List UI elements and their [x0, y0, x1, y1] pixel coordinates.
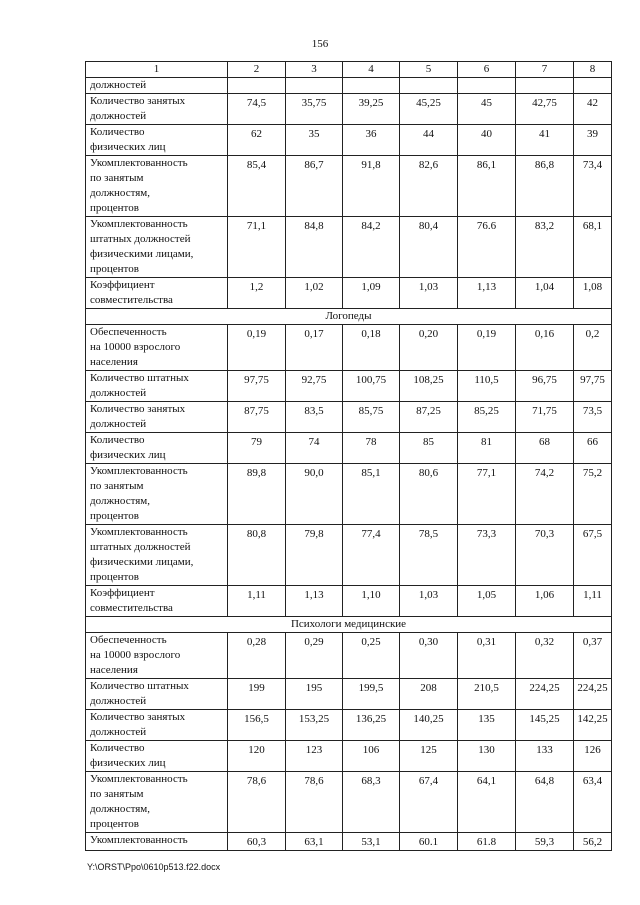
staffing-table	[85, 61, 612, 851]
value-cell: 199,5	[343, 679, 400, 710]
value-cell: 120	[228, 741, 286, 772]
value-cell: 90,0	[286, 464, 343, 525]
value-cell: 92,75	[286, 371, 343, 402]
value-cell: 63,1	[286, 833, 343, 851]
header-row	[86, 62, 612, 78]
value-cell: 86,8	[516, 156, 574, 217]
value-cell: 74,2	[516, 464, 574, 525]
row-label-line: Количество занятых	[90, 95, 186, 107]
column-header-7: 7	[516, 62, 574, 78]
row-label	[86, 217, 228, 278]
row-label-line: Количество	[90, 742, 145, 754]
row-label-line: Количество	[90, 126, 145, 138]
value-cell: 68,1	[574, 217, 612, 278]
table-row	[86, 156, 612, 217]
value-cell: 108,25	[400, 371, 458, 402]
table-row	[86, 125, 612, 156]
row-label-line: процентов	[90, 263, 139, 275]
value-cell: 96,75	[516, 371, 574, 402]
row-label	[86, 125, 228, 156]
value-cell: 110,5	[458, 371, 516, 402]
row-label-line: Коэффициент	[90, 279, 155, 291]
value-cell: 77,1	[458, 464, 516, 525]
value-cell: 100,75	[343, 371, 400, 402]
row-label	[86, 156, 228, 217]
value-cell: 135	[458, 710, 516, 741]
value-cell: 130	[458, 741, 516, 772]
column-header-2: 2	[228, 62, 286, 78]
value-cell: 1,10	[343, 586, 400, 617]
row-label-line: Коэффициент	[90, 587, 155, 599]
column-header-5: 5	[400, 62, 458, 78]
table-row	[86, 772, 612, 833]
row-label-line: Обеспеченность	[90, 634, 167, 646]
table-row	[86, 402, 612, 433]
row-label	[86, 741, 228, 772]
value-cell: 39	[574, 125, 612, 156]
value-cell: 84,2	[343, 217, 400, 278]
column-header-6: 6	[458, 62, 516, 78]
value-cell: 78,6	[228, 772, 286, 833]
column-header-3: 3	[286, 62, 343, 78]
value-cell: 145,25	[516, 710, 574, 741]
value-cell: 208	[400, 679, 458, 710]
value-cell: 1,11	[228, 586, 286, 617]
row-label-line: должностей	[90, 110, 147, 122]
value-cell: 1,05	[458, 586, 516, 617]
value-cell: 71,1	[228, 217, 286, 278]
value-cell: 0,2	[574, 325, 612, 371]
row-label-line: должностей	[90, 79, 147, 91]
row-label-line: Укомплектованность	[90, 834, 188, 846]
value-cell: 39,25	[343, 94, 400, 125]
table-row	[86, 633, 612, 679]
value-cell: 64,1	[458, 772, 516, 833]
value-cell: 0,19	[228, 325, 286, 371]
row-label	[86, 325, 228, 371]
value-cell: 74	[286, 433, 343, 464]
value-cell: 85	[400, 433, 458, 464]
value-cell: 85,4	[228, 156, 286, 217]
row-label-line: совместительства	[90, 602, 173, 614]
value-cell: 0,29	[286, 633, 343, 679]
value-cell: 199	[228, 679, 286, 710]
value-cell: 1,09	[343, 278, 400, 309]
value-cell: 133	[516, 741, 574, 772]
row-label	[86, 833, 228, 851]
page-number: 156	[311, 38, 329, 50]
value-cell: 1,04	[516, 278, 574, 309]
value-cell: 36	[343, 125, 400, 156]
value-cell: 1,03	[400, 278, 458, 309]
value-cell: 67,4	[400, 772, 458, 833]
section-row	[86, 617, 612, 633]
value-cell: 91,8	[343, 156, 400, 217]
value-cell: 0,18	[343, 325, 400, 371]
value-cell: 66	[574, 433, 612, 464]
value-cell: 136,25	[343, 710, 400, 741]
value-cell: 73,4	[574, 156, 612, 217]
value-cell: 76.6	[458, 217, 516, 278]
value-cell: 195	[286, 679, 343, 710]
value-cell: 0,19	[458, 325, 516, 371]
value-cell: 73,5	[574, 402, 612, 433]
value-cell: 80,6	[400, 464, 458, 525]
value-cell: 35	[286, 125, 343, 156]
row-label-line: должностей	[90, 387, 147, 399]
row-label-line: по занятым	[90, 172, 144, 184]
value-cell: 62	[228, 125, 286, 156]
value-cell	[400, 78, 458, 94]
value-cell: 35,75	[286, 94, 343, 125]
row-label-line: Количество штатных	[90, 372, 189, 384]
row-label	[86, 525, 228, 586]
value-cell: 125	[400, 741, 458, 772]
value-cell: 142,25	[574, 710, 612, 741]
row-label-line: Укомплектованность	[90, 218, 188, 230]
value-cell: 45	[458, 94, 516, 125]
column-header-8: 8	[574, 62, 612, 78]
value-cell: 70,3	[516, 525, 574, 586]
table-row	[86, 464, 612, 525]
value-cell: 42,75	[516, 94, 574, 125]
row-label-line: Количество штатных	[90, 680, 189, 692]
row-label-line: Количество занятых	[90, 403, 186, 415]
table-row	[86, 433, 612, 464]
value-cell: 156,5	[228, 710, 286, 741]
value-cell: 45,25	[400, 94, 458, 125]
value-cell: 53,1	[343, 833, 400, 851]
row-label-line: Укомплектованность	[90, 773, 188, 785]
table-row	[86, 371, 612, 402]
row-label-line: по занятым	[90, 788, 144, 800]
row-label	[86, 772, 228, 833]
row-label-line: процентов	[90, 818, 139, 830]
value-cell: 80,4	[400, 217, 458, 278]
row-label-line: физических лиц	[90, 141, 166, 153]
row-label-line: должностям,	[90, 187, 151, 199]
row-label-line: физическими лицами,	[90, 556, 194, 568]
value-cell: 89,8	[228, 464, 286, 525]
row-label	[86, 633, 228, 679]
value-cell: 83,5	[286, 402, 343, 433]
value-cell: 1,2	[228, 278, 286, 309]
value-cell: 81	[458, 433, 516, 464]
value-cell: 0,30	[400, 633, 458, 679]
value-cell: 0,31	[458, 633, 516, 679]
value-cell: 78,5	[400, 525, 458, 586]
value-cell: 86,1	[458, 156, 516, 217]
value-cell: 86,7	[286, 156, 343, 217]
value-cell: 1,03	[400, 586, 458, 617]
row-label-line: процентов	[90, 571, 139, 583]
row-label-line: процентов	[90, 510, 139, 522]
value-cell: 0,28	[228, 633, 286, 679]
value-cell: 64,8	[516, 772, 574, 833]
value-cell: 1,11	[574, 586, 612, 617]
column-header-1: 1	[86, 62, 228, 78]
row-label	[86, 371, 228, 402]
value-cell: 85,25	[458, 402, 516, 433]
row-label-line: Количество	[90, 434, 145, 446]
value-cell: 44	[400, 125, 458, 156]
value-cell: 42	[574, 94, 612, 125]
value-cell	[574, 78, 612, 94]
section-row	[86, 309, 612, 325]
value-cell: 1,08	[574, 278, 612, 309]
value-cell: 85,1	[343, 464, 400, 525]
column-header-4: 4	[343, 62, 400, 78]
row-label	[86, 679, 228, 710]
row-label-line: процентов	[90, 202, 139, 214]
row-label-line: населения	[90, 664, 138, 676]
row-label	[86, 433, 228, 464]
table-row	[86, 586, 612, 617]
table-row	[86, 741, 612, 772]
value-cell	[343, 78, 400, 94]
value-cell: 140,25	[400, 710, 458, 741]
value-cell: 1,02	[286, 278, 343, 309]
table-row	[86, 525, 612, 586]
value-cell: 79,8	[286, 525, 343, 586]
value-cell: 73,3	[458, 525, 516, 586]
value-cell	[228, 78, 286, 94]
value-cell: 97,75	[574, 371, 612, 402]
row-label-line: должностей	[90, 726, 147, 738]
value-cell	[516, 78, 574, 94]
row-label-line: штатных должностей	[90, 541, 191, 553]
row-label-line: физических лиц	[90, 449, 166, 461]
value-cell: 56,2	[574, 833, 612, 851]
row-label-line: Укомплектованность	[90, 157, 188, 169]
table-row	[86, 278, 612, 309]
value-cell: 1,13	[458, 278, 516, 309]
value-cell: 71,75	[516, 402, 574, 433]
value-cell: 83,2	[516, 217, 574, 278]
value-cell: 68,3	[343, 772, 400, 833]
value-cell: 41	[516, 125, 574, 156]
section-title: Психологи медицинские	[86, 617, 612, 633]
value-cell: 80,8	[228, 525, 286, 586]
table-row	[86, 325, 612, 371]
value-cell: 87,75	[228, 402, 286, 433]
value-cell	[286, 78, 343, 94]
value-cell: 210,5	[458, 679, 516, 710]
row-label-line: должностей	[90, 418, 147, 430]
row-label	[86, 586, 228, 617]
value-cell: 67,5	[574, 525, 612, 586]
value-cell: 153,25	[286, 710, 343, 741]
row-label-line: по занятым	[90, 480, 144, 492]
table-row	[86, 78, 612, 94]
value-cell: 74,5	[228, 94, 286, 125]
value-cell: 224,25	[516, 679, 574, 710]
value-cell: 60.1	[400, 833, 458, 851]
value-cell	[458, 78, 516, 94]
value-cell: 0,37	[574, 633, 612, 679]
value-cell: 0,20	[400, 325, 458, 371]
table-row	[86, 679, 612, 710]
value-cell: 126	[574, 741, 612, 772]
value-cell: 82,6	[400, 156, 458, 217]
value-cell: 106	[343, 741, 400, 772]
value-cell: 85,75	[343, 402, 400, 433]
table-body	[86, 62, 612, 851]
value-cell: 0,32	[516, 633, 574, 679]
row-label	[86, 710, 228, 741]
section-title: Логопеды	[86, 309, 612, 325]
value-cell: 60,3	[228, 833, 286, 851]
value-cell: 61.8	[458, 833, 516, 851]
row-label-line: совместительства	[90, 294, 173, 306]
row-label-line: населения	[90, 356, 138, 368]
row-label-line: на 10000 взрослого	[90, 649, 181, 661]
row-label-line: должностей	[90, 695, 147, 707]
value-cell: 87,25	[400, 402, 458, 433]
value-cell: 1,13	[286, 586, 343, 617]
row-label-line: Обеспеченность	[90, 326, 167, 338]
value-cell: 79	[228, 433, 286, 464]
value-cell: 77,4	[343, 525, 400, 586]
value-cell: 1,06	[516, 586, 574, 617]
row-label-line: штатных должностей	[90, 233, 191, 245]
row-label-line: должностям,	[90, 495, 151, 507]
value-cell: 75,2	[574, 464, 612, 525]
row-label-line: Количество занятых	[90, 711, 186, 723]
footer-file-path: Y:\ORST\Ppo\0610p513.f22.docx	[87, 862, 221, 872]
value-cell: 84,8	[286, 217, 343, 278]
value-cell: 0,17	[286, 325, 343, 371]
value-cell: 97,75	[228, 371, 286, 402]
value-cell: 123	[286, 741, 343, 772]
row-label	[86, 278, 228, 309]
value-cell: 0,16	[516, 325, 574, 371]
row-label-line: на 10000 взрослого	[90, 341, 181, 353]
value-cell: 224,25	[574, 679, 612, 710]
row-label-line: физическими лицами,	[90, 248, 194, 260]
value-cell: 0,25	[343, 633, 400, 679]
value-cell: 78,6	[286, 772, 343, 833]
row-label	[86, 78, 228, 94]
row-label-line: должностям,	[90, 803, 151, 815]
row-label	[86, 94, 228, 125]
table-row	[86, 217, 612, 278]
row-label	[86, 402, 228, 433]
row-label-line: Укомплектованность	[90, 465, 188, 477]
table-row	[86, 833, 612, 851]
value-cell: 63,4	[574, 772, 612, 833]
value-cell: 40	[458, 125, 516, 156]
row-label	[86, 464, 228, 525]
row-label-line: физических лиц	[90, 757, 166, 769]
table-row	[86, 94, 612, 125]
table-row	[86, 710, 612, 741]
row-label-line: Укомплектованность	[90, 526, 188, 538]
value-cell: 78	[343, 433, 400, 464]
value-cell: 59,3	[516, 833, 574, 851]
value-cell: 68	[516, 433, 574, 464]
